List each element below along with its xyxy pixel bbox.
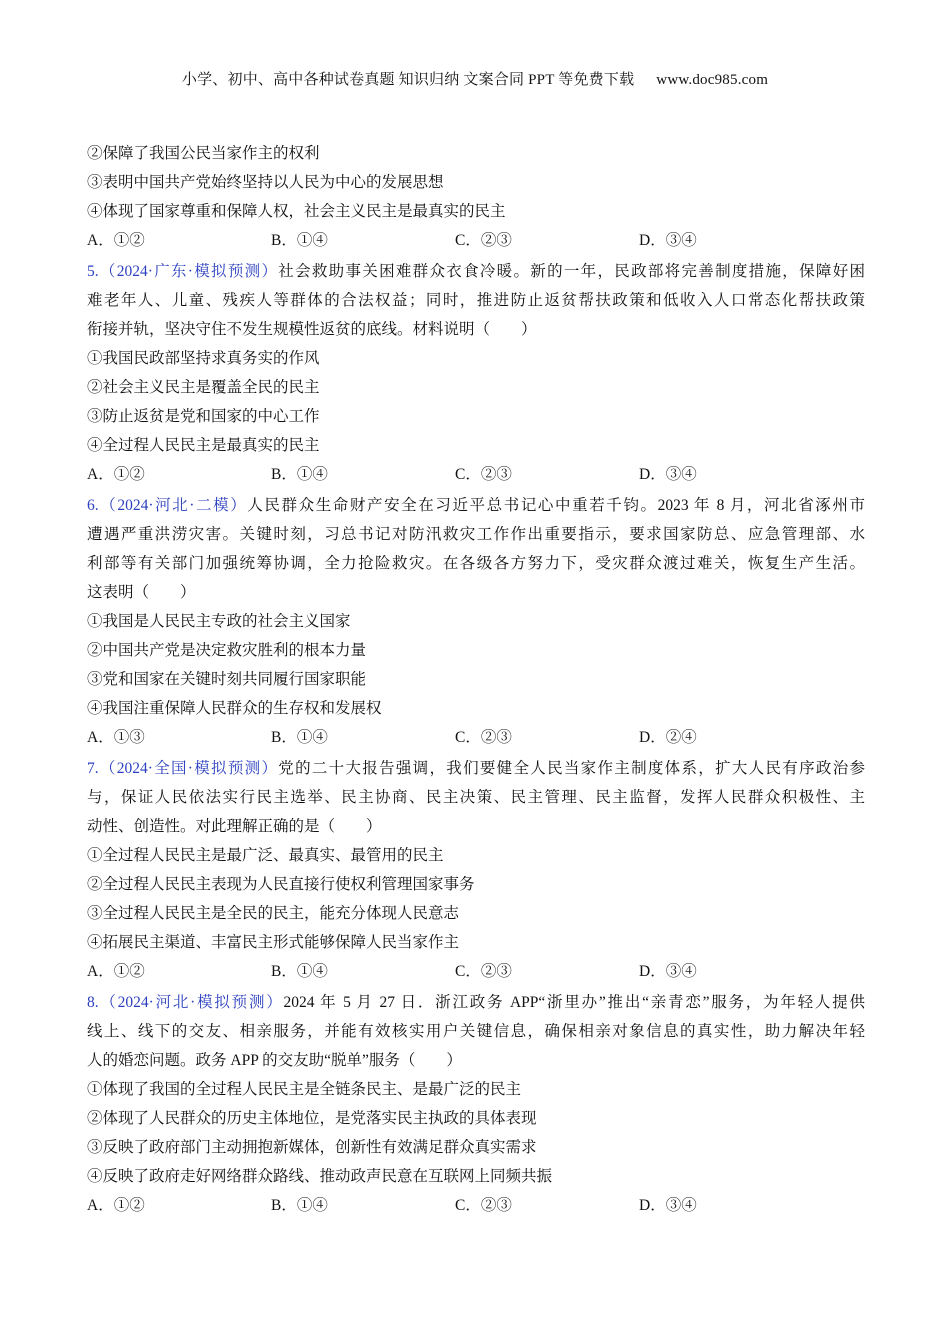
answer-choices [87,1191,865,1220]
choice-c: C．②③ [455,963,512,980]
question-source[interactable]: （2024·河北·二模） [98,497,248,514]
stem-text: 动性、创造性。对此理解正确的是（ ） [87,818,382,835]
choice-c: C．②③ [455,729,512,746]
question-stem-line [87,578,865,607]
choice-a: A．①② [87,466,145,483]
choice-b: B．①④ [271,963,328,980]
option: ③表明中国共产党始终坚持以人民为中心的发展思想 [87,174,444,191]
choice-c: C．②③ [455,466,512,483]
question-source[interactable]: （2024·广东·模拟预测） [98,263,279,280]
document-body [87,139,865,1220]
stem-text: 利部等有关部门加强统筹协调，全力抢险救灾。在各级各方努力下，受灾群众渡过难关，恢复生产生活。 [87,555,865,572]
option: ②中国共产党是决定救灾胜利的根本力量 [87,642,367,659]
question-number: 5. [87,263,99,280]
stem-text: 人民群众生命财产安全在习近平总书记心中重若千钧。2023 年 8 月，河北省涿州市 [247,497,865,514]
header-text: 小学、初中、高中各种试卷真题 知识归纳 文案合同 PPT 等免费下载 [181,72,635,88]
option: ④反映了政府走好网络群众路线、推动政声民意在互联网上同频共振 [87,1168,553,1185]
question-stem-line [87,1046,865,1075]
option: ②社会主义民主是覆盖全民的民主 [87,379,320,396]
choice-b: B．①④ [271,729,328,746]
stem-text: 党的二十大报告强调，我们要健全人民当家作主制度体系，扩大人民有序政治参 [278,760,865,777]
option: ②体现了人民群众的历史主体地位，是党落实民主执政的具体表现 [87,1110,537,1127]
question-stem-line [87,783,865,812]
option: ①体现了我国的全过程人民民主是全链条民主、是最广泛的民主 [87,1081,522,1098]
choice-c: C．②③ [455,232,512,249]
choice-d: D．③④ [639,963,697,980]
option: ③防止返贫是党和国家的中心工作 [87,408,320,425]
question-stem-line [87,812,865,841]
question-number: 7. [87,760,99,777]
stem-text: 这表明（ ） [87,584,196,601]
question-stem-line [87,315,865,344]
question-4-tail [87,139,865,255]
option: ④拓展民主渠道、丰富民主形式能够保障人民当家作主 [87,934,460,951]
choice-b: B．①④ [271,466,328,483]
question-8 [87,988,865,1220]
answer-choices [87,460,865,489]
option: ③全过程人民民主是全民的民主，能充分体现人民意志 [87,905,460,922]
question-stem-line [87,1017,865,1046]
question-stem-line [87,549,865,578]
option: ④全过程人民民主是最真实的民主 [87,437,320,454]
choice-d: D．②④ [639,729,697,746]
choice-d: D．③④ [639,232,697,249]
question-7 [87,754,865,986]
stem-text: 与，保证人民依法实行民主选举、民主协商、民主决策、民主管理、民主监督，发挥人民群众积极性、主 [87,789,865,806]
choice-a: A．①② [87,963,145,980]
option: ③反映了政府部门主动拥抱新媒体，创新性有效满足群众真实需求 [87,1139,537,1156]
stem-text: 难老年人、儿童、残疾人等群体的合法权益；同时，推进防止返贫帮扶政策和低收入人口常态化帮扶政策 [87,292,865,309]
choice-b: B．①④ [271,232,328,249]
option: ①我国民政部坚持求真务实的作风 [87,350,320,367]
choice-d: D．③④ [639,1197,697,1214]
stem-text: 衔接并轨，坚决守住不发生规模性返贫的底线。材料说明（ ） [87,321,537,338]
choice-a: A．①② [87,1197,145,1214]
question-stem-line [87,988,865,1017]
option: ①全过程人民民主是最广泛、最真实、最管用的民主 [87,847,444,864]
stem-text: 2024 年 5 月 27 日．浙江政务 APP“浙里办”推出“亲青恋”服务，为年轻人提供 [283,994,865,1011]
question-number: 6. [87,497,99,514]
stem-text: 人的婚恋问题。政务 APP 的交友助“脱单”服务（ ） [87,1052,462,1069]
choice-a: A．①② [87,232,145,249]
stem-text: 社会救助事关困难群众衣食冷暖。新的一年，民政部将完善制度措施，保障好困 [278,263,865,280]
question-stem-line [87,491,865,520]
question-number: 8. [87,994,99,1011]
question-stem-line [87,257,865,286]
option: ②全过程人民民主表现为人民直接行使权利管理国家事务 [87,876,475,893]
page-header [0,68,950,89]
question-6 [87,491,865,752]
question-5 [87,257,865,489]
question-source[interactable]: （2024·河北·模拟预测） [98,994,284,1011]
stem-text: 线上、线下的交友、相亲服务，并能有效核实用户关键信息，确保相亲对象信息的真实性，助力解决年轻 [87,1023,865,1040]
choice-c: C．②③ [455,1197,512,1214]
choice-a: A．①③ [87,729,145,746]
question-stem-line [87,754,865,783]
stem-text: 遭遇严重洪涝灾害。关键时刻，习总书记对防汛救灾工作作出重要指示，要求国家防总、应急管理部、水 [87,526,865,543]
option: ③党和国家在关键时刻共同履行国家职能 [87,671,367,688]
header-url[interactable]: www.doc985.com [656,72,769,88]
choice-b: B．①④ [271,1197,328,1214]
option: ④体现了国家尊重和保障人权，社会主义民主是最真实的民主 [87,203,506,220]
answer-choices [87,723,865,752]
option: ②保障了我国公民当家作主的权利 [87,145,320,162]
answer-choices [87,226,865,255]
option: ④我国注重保障人民群众的生存权和发展权 [87,700,382,717]
question-stem-line [87,286,865,315]
answer-choices [87,957,865,986]
question-source[interactable]: （2024·全国·模拟预测） [98,760,279,777]
question-stem-line [87,520,865,549]
option: ①我国是人民民主专政的社会主义国家 [87,613,351,630]
choice-d: D．③④ [639,466,697,483]
